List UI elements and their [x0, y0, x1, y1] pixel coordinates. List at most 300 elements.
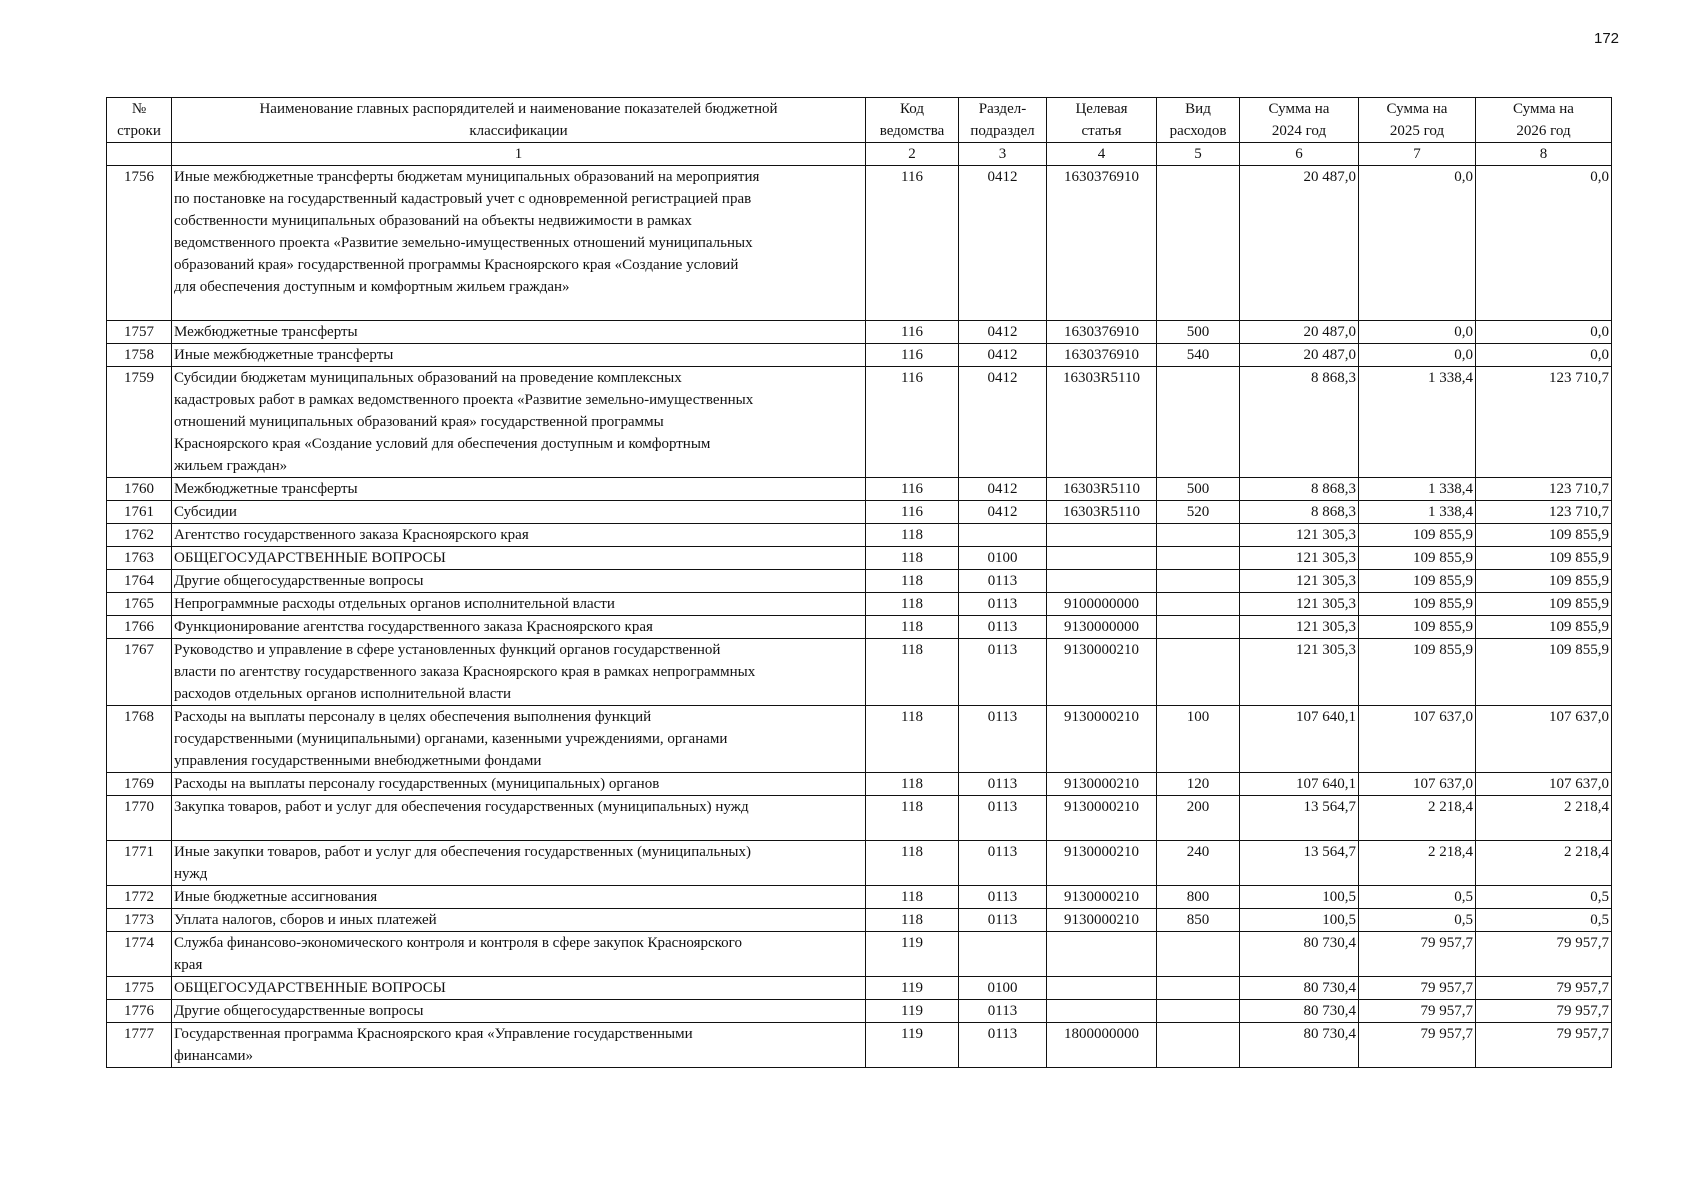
row-name-line: власти по агентству государственного заказа Красноярского края в рамках непрограммных — [174, 664, 756, 680]
target-article-cell: 16303R5110 — [1047, 367, 1157, 478]
row-name-cell — [172, 344, 866, 367]
row-name-line: финансами» — [174, 1048, 253, 1064]
column-header-5 — [1047, 98, 1157, 143]
column-header-text: № — [131, 101, 147, 117]
amount-2026-cell: 79 957,7 — [1476, 1000, 1612, 1023]
amount-2026-cell: 107 637,0 — [1476, 706, 1612, 773]
target-article-cell: 9130000000 — [1047, 616, 1157, 639]
table-body — [107, 166, 1612, 1068]
target-article-cell: 9130000210 — [1047, 639, 1157, 706]
target-article-cell: 9130000210 — [1047, 773, 1157, 796]
amount-2024-cell: 121 305,3 — [1240, 570, 1359, 593]
column-index-cell: 3 — [959, 143, 1047, 166]
target-article-cell: 9130000210 — [1047, 841, 1157, 886]
table-header — [107, 98, 1612, 166]
column-index-cell: 5 — [1157, 143, 1240, 166]
amount-2026-cell: 0,0 — [1476, 166, 1612, 321]
row-name-cell — [172, 1000, 866, 1023]
target-article-cell: 9130000210 — [1047, 886, 1157, 909]
section-code-cell: 0100 — [959, 547, 1047, 570]
table-row — [107, 570, 1612, 593]
target-article-cell: 9130000210 — [1047, 909, 1157, 932]
column-header-text: ведомства — [879, 123, 945, 139]
section-code-cell: 0113 — [959, 1000, 1047, 1023]
column-header-text: строки — [117, 123, 161, 139]
table-row — [107, 909, 1612, 932]
row-name-cell — [172, 593, 866, 616]
row-name-line: собственности муниципальных образований на объекты недвижимости в рамках — [174, 213, 692, 229]
column-header-text: 2024 год — [1271, 123, 1327, 139]
amount-2025-cell: 109 855,9 — [1359, 639, 1476, 706]
target-article-cell: 1630376910 — [1047, 166, 1157, 321]
amount-2025-cell: 0,0 — [1359, 321, 1476, 344]
target-article-cell — [1047, 932, 1157, 977]
amount-2025-cell: 107 637,0 — [1359, 773, 1476, 796]
section-code-cell: 0412 — [959, 321, 1047, 344]
row-number-cell: 1760 — [107, 478, 172, 501]
expense-type-cell: 120 — [1157, 773, 1240, 796]
expense-type-cell: 800 — [1157, 886, 1240, 909]
row-number-cell: 1775 — [107, 977, 172, 1000]
row-number-cell: 1770 — [107, 796, 172, 841]
section-code-cell: 0113 — [959, 796, 1047, 841]
column-index-cell: 1 — [172, 143, 866, 166]
column-index-row — [107, 143, 1612, 166]
amount-2024-cell: 8 868,3 — [1240, 367, 1359, 478]
target-article-cell — [1047, 977, 1157, 1000]
row-name-line: ведомственного проекта «Развитие земельно-имущественных отношений муниципальных — [174, 235, 753, 251]
table-row — [107, 841, 1612, 886]
column-header-6 — [1157, 98, 1240, 143]
target-article-cell: 9100000000 — [1047, 593, 1157, 616]
target-article-cell: 9130000210 — [1047, 706, 1157, 773]
row-name-cell — [172, 321, 866, 344]
amount-2026-cell: 0,5 — [1476, 909, 1612, 932]
row-name-cell — [172, 524, 866, 547]
section-code-cell — [959, 932, 1047, 977]
row-number-cell: 1774 — [107, 932, 172, 977]
department-code-cell: 119 — [866, 932, 959, 977]
expense-type-cell — [1157, 1000, 1240, 1023]
column-index-cell: 6 — [1240, 143, 1359, 166]
column-index-cell: 7 — [1359, 143, 1476, 166]
row-name-line: Расходы на выплаты персоналу в целях обеспечения выполнения функций — [174, 709, 652, 725]
amount-2024-cell: 107 640,1 — [1240, 706, 1359, 773]
table-row — [107, 616, 1612, 639]
amount-2024-cell: 20 487,0 — [1240, 166, 1359, 321]
column-header-9 — [1476, 98, 1612, 143]
amount-2025-cell: 107 637,0 — [1359, 706, 1476, 773]
department-code-cell: 119 — [866, 1023, 959, 1068]
column-header-text: Целевая — [1075, 101, 1128, 117]
row-name-line: Непрограммные расходы отдельных органов исполнительной власти — [174, 596, 615, 612]
table-row — [107, 478, 1612, 501]
expense-type-cell: 500 — [1157, 321, 1240, 344]
expense-type-cell — [1157, 977, 1240, 1000]
row-name-line: Расходы на выплаты персоналу государственных (муниципальных) органов — [174, 776, 660, 792]
row-name-line: Руководство и управление в сфере установленных функций органов государственной — [174, 642, 721, 658]
row-number-cell: 1772 — [107, 886, 172, 909]
row-name-cell — [172, 367, 866, 478]
amount-2026-cell: 79 957,7 — [1476, 1023, 1612, 1068]
amount-2025-cell: 79 957,7 — [1359, 1023, 1476, 1068]
row-number-cell: 1776 — [107, 1000, 172, 1023]
expense-type-cell: 240 — [1157, 841, 1240, 886]
row-name-line: по постановке на государственный кадастровый учет с одновременной регистрацией прав — [174, 191, 752, 207]
column-index-cell — [107, 143, 172, 166]
section-code-cell: 0412 — [959, 344, 1047, 367]
table-row — [107, 796, 1612, 841]
row-name-cell — [172, 616, 866, 639]
row-name-line: управления государственными внебюджетными фондами — [174, 753, 542, 769]
amount-2024-cell: 80 730,4 — [1240, 977, 1359, 1000]
amount-2024-cell: 80 730,4 — [1240, 1023, 1359, 1068]
table-row — [107, 977, 1612, 1000]
amount-2024-cell: 8 868,3 — [1240, 501, 1359, 524]
row-name-cell — [172, 796, 866, 841]
row-number-cell: 1759 — [107, 367, 172, 478]
row-name-cell — [172, 977, 866, 1000]
department-code-cell: 116 — [866, 367, 959, 478]
section-code-cell: 0100 — [959, 977, 1047, 1000]
expense-type-cell: 520 — [1157, 501, 1240, 524]
section-code-cell: 0412 — [959, 367, 1047, 478]
row-name-cell — [172, 166, 866, 321]
amount-2025-cell: 0,5 — [1359, 886, 1476, 909]
amount-2026-cell: 109 855,9 — [1476, 593, 1612, 616]
section-code-cell: 0113 — [959, 886, 1047, 909]
expense-type-cell — [1157, 616, 1240, 639]
expense-type-cell — [1157, 639, 1240, 706]
row-name-line: Межбюджетные трансферты — [174, 324, 358, 340]
amount-2024-cell: 13 564,7 — [1240, 796, 1359, 841]
department-code-cell: 118 — [866, 706, 959, 773]
table-row — [107, 639, 1612, 706]
row-name-line: Иные межбюджетные трансферты — [174, 347, 394, 363]
section-code-cell: 0113 — [959, 616, 1047, 639]
table-row — [107, 593, 1612, 616]
amount-2024-cell: 20 487,0 — [1240, 344, 1359, 367]
row-name-line: государственными (муниципальными) органами, казенными учреждениями, органами — [174, 731, 728, 747]
row-number-cell: 1767 — [107, 639, 172, 706]
target-article-cell — [1047, 1000, 1157, 1023]
column-index-cell: 4 — [1047, 143, 1157, 166]
header-row — [107, 98, 1612, 143]
column-index-cell: 2 — [866, 143, 959, 166]
table-row — [107, 1023, 1612, 1068]
section-code-cell: 0113 — [959, 570, 1047, 593]
expense-type-cell — [1157, 570, 1240, 593]
row-name-line: для обеспечения доступным и комфортным жильем граждан» — [174, 279, 570, 295]
row-number-cell: 1766 — [107, 616, 172, 639]
expense-type-cell — [1157, 524, 1240, 547]
expense-type-cell — [1157, 367, 1240, 478]
row-name-line: Функционирование агентства государственного заказа Красноярского края — [174, 619, 653, 635]
amount-2024-cell: 100,5 — [1240, 909, 1359, 932]
section-code-cell: 0113 — [959, 909, 1047, 932]
column-header-text: Вид — [1185, 101, 1211, 117]
row-name-line: расходов отдельных органов исполнительной власти — [174, 686, 512, 702]
amount-2026-cell: 0,5 — [1476, 886, 1612, 909]
amount-2026-cell: 2 218,4 — [1476, 841, 1612, 886]
amount-2024-cell: 100,5 — [1240, 886, 1359, 909]
amount-2026-cell: 107 637,0 — [1476, 773, 1612, 796]
expense-type-cell: 850 — [1157, 909, 1240, 932]
row-number-cell: 1758 — [107, 344, 172, 367]
row-name-line: Служба финансово-экономического контроля и контроля в сфере закупок Красноярского — [174, 935, 742, 951]
row-name-cell — [172, 547, 866, 570]
amount-2025-cell: 2 218,4 — [1359, 841, 1476, 886]
row-name-cell — [172, 886, 866, 909]
amount-2025-cell: 79 957,7 — [1359, 932, 1476, 977]
row-name-cell — [172, 1023, 866, 1068]
column-header-1 — [107, 98, 172, 143]
amount-2025-cell: 0,0 — [1359, 166, 1476, 321]
row-name-line: нужд — [174, 866, 208, 882]
department-code-cell: 116 — [866, 501, 959, 524]
row-number-cell: 1773 — [107, 909, 172, 932]
row-name-cell — [172, 909, 866, 932]
section-code-cell: 0113 — [959, 773, 1047, 796]
section-code-cell — [959, 524, 1047, 547]
amount-2026-cell: 0,0 — [1476, 344, 1612, 367]
amount-2025-cell: 109 855,9 — [1359, 547, 1476, 570]
row-name-line: жильем граждан» — [174, 458, 288, 474]
row-name-line: Иные закупки товаров, работ и услуг для обеспечения государственных (муниципальных) — [174, 844, 751, 860]
expense-type-cell — [1157, 547, 1240, 570]
department-code-cell: 118 — [866, 616, 959, 639]
row-name-line — [174, 298, 863, 320]
row-name-cell — [172, 478, 866, 501]
amount-2024-cell: 121 305,3 — [1240, 639, 1359, 706]
table-row — [107, 367, 1612, 478]
row-name-cell — [172, 932, 866, 977]
table-row — [107, 547, 1612, 570]
row-number-cell: 1765 — [107, 593, 172, 616]
department-code-cell: 118 — [866, 773, 959, 796]
expense-type-cell: 100 — [1157, 706, 1240, 773]
amount-2026-cell: 109 855,9 — [1476, 639, 1612, 706]
department-code-cell: 118 — [866, 547, 959, 570]
row-name-line — [174, 818, 863, 840]
expense-type-cell — [1157, 932, 1240, 977]
row-name-line: ОБЩЕГОСУДАРСТВЕННЫЕ ВОПРОСЫ — [174, 980, 446, 996]
column-header-text: статья — [1081, 123, 1122, 139]
amount-2026-cell: 79 957,7 — [1476, 932, 1612, 977]
amount-2025-cell: 0,0 — [1359, 344, 1476, 367]
expense-type-cell — [1157, 166, 1240, 321]
row-name-cell — [172, 570, 866, 593]
department-code-cell: 118 — [866, 886, 959, 909]
row-number-cell: 1769 — [107, 773, 172, 796]
amount-2024-cell: 121 305,3 — [1240, 593, 1359, 616]
department-code-cell: 119 — [866, 1000, 959, 1023]
department-code-cell: 119 — [866, 977, 959, 1000]
row-number-cell: 1771 — [107, 841, 172, 886]
column-header-text: 2025 год — [1389, 123, 1445, 139]
column-header-8 — [1359, 98, 1476, 143]
expense-type-cell: 500 — [1157, 478, 1240, 501]
row-name-line: Другие общегосударственные вопросы — [174, 1003, 424, 1019]
target-article-cell: 16303R5110 — [1047, 478, 1157, 501]
row-number-cell: 1762 — [107, 524, 172, 547]
table-row — [107, 886, 1612, 909]
table-row — [107, 524, 1612, 547]
row-name-line: Иные межбюджетные трансферты бюджетам муниципальных образований на мероприятия — [174, 169, 760, 185]
row-name-line: Агентство государственного заказа Красноярского края — [174, 527, 529, 543]
table-row — [107, 706, 1612, 773]
amount-2025-cell: 109 855,9 — [1359, 570, 1476, 593]
row-name-line: отношений муниципальных образований края» государственной программы — [174, 414, 664, 430]
amount-2026-cell: 109 855,9 — [1476, 570, 1612, 593]
department-code-cell: 116 — [866, 344, 959, 367]
amount-2026-cell: 109 855,9 — [1476, 524, 1612, 547]
row-name-line: Субсидии бюджетам муниципальных образований на проведение комплексных — [174, 370, 682, 386]
amount-2026-cell: 123 710,7 — [1476, 478, 1612, 501]
section-code-cell: 0412 — [959, 166, 1047, 321]
amount-2026-cell: 123 710,7 — [1476, 367, 1612, 478]
budget-table — [106, 97, 1612, 1068]
row-name-line: Закупка товаров, работ и услуг для обеспечения государственных (муниципальных) нужд — [174, 799, 749, 815]
row-number-cell: 1768 — [107, 706, 172, 773]
column-header-text: Сумма на — [1268, 101, 1330, 117]
table-row — [107, 501, 1612, 524]
row-number-cell: 1761 — [107, 501, 172, 524]
amount-2024-cell: 20 487,0 — [1240, 321, 1359, 344]
target-article-cell: 9130000210 — [1047, 796, 1157, 841]
row-name-cell — [172, 841, 866, 886]
table-row — [107, 344, 1612, 367]
section-code-cell: 0113 — [959, 1023, 1047, 1068]
amount-2025-cell: 79 957,7 — [1359, 977, 1476, 1000]
department-code-cell: 116 — [866, 166, 959, 321]
column-header-text: расходов — [1169, 123, 1227, 139]
amount-2026-cell: 79 957,7 — [1476, 977, 1612, 1000]
amount-2025-cell: 109 855,9 — [1359, 616, 1476, 639]
amount-2026-cell: 123 710,7 — [1476, 501, 1612, 524]
section-code-cell: 0412 — [959, 478, 1047, 501]
amount-2024-cell: 121 305,3 — [1240, 547, 1359, 570]
section-code-cell: 0113 — [959, 841, 1047, 886]
section-code-cell: 0113 — [959, 639, 1047, 706]
amount-2026-cell: 109 855,9 — [1476, 616, 1612, 639]
amount-2025-cell: 1 338,4 — [1359, 501, 1476, 524]
department-code-cell: 118 — [866, 593, 959, 616]
row-name-line: Уплата налогов, сборов и иных платежей — [174, 912, 437, 928]
target-article-cell — [1047, 547, 1157, 570]
row-name-line: образований края» государственной программы Красноярского края «Создание условий — [174, 257, 739, 273]
column-header-4 — [959, 98, 1047, 143]
column-header-text: Сумма на — [1513, 101, 1574, 117]
table-row — [107, 773, 1612, 796]
row-name-cell — [172, 706, 866, 773]
expense-type-cell — [1157, 1023, 1240, 1068]
amount-2025-cell: 1 338,4 — [1359, 478, 1476, 501]
expense-type-cell: 540 — [1157, 344, 1240, 367]
department-code-cell: 116 — [866, 321, 959, 344]
row-name-line: Государственная программа Красноярского края «Управление государственными — [174, 1026, 693, 1042]
amount-2024-cell: 80 730,4 — [1240, 932, 1359, 977]
target-article-cell: 1800000000 — [1047, 1023, 1157, 1068]
column-header-text: 2026 год — [1516, 123, 1571, 139]
table-row — [107, 321, 1612, 344]
amount-2025-cell: 2 218,4 — [1359, 796, 1476, 841]
amount-2025-cell: 1 338,4 — [1359, 367, 1476, 478]
table-row — [107, 1000, 1612, 1023]
row-number-cell: 1763 — [107, 547, 172, 570]
target-article-cell: 1630376910 — [1047, 321, 1157, 344]
department-code-cell: 118 — [866, 639, 959, 706]
target-article-cell — [1047, 524, 1157, 547]
amount-2024-cell: 8 868,3 — [1240, 478, 1359, 501]
row-number-cell: 1756 — [107, 166, 172, 321]
table-row — [107, 932, 1612, 977]
row-name-line: Иные бюджетные ассигнования — [174, 889, 378, 905]
amount-2024-cell: 80 730,4 — [1240, 1000, 1359, 1023]
column-header-text: Код — [900, 101, 924, 117]
column-header-text: Наименование главных распорядителей и наименование показателей бюджетной — [259, 101, 778, 117]
column-header-text: Раздел- — [978, 101, 1027, 117]
department-code-cell: 118 — [866, 570, 959, 593]
row-name-line: края — [174, 957, 203, 973]
section-code-cell: 0113 — [959, 706, 1047, 773]
amount-2024-cell: 121 305,3 — [1240, 616, 1359, 639]
target-article-cell: 1630376910 — [1047, 344, 1157, 367]
expense-type-cell — [1157, 593, 1240, 616]
amount-2025-cell: 109 855,9 — [1359, 524, 1476, 547]
row-number-cell: 1757 — [107, 321, 172, 344]
row-name-cell — [172, 773, 866, 796]
column-header-3 — [866, 98, 959, 143]
row-number-cell: 1777 — [107, 1023, 172, 1068]
column-index-cell: 8 — [1476, 143, 1612, 166]
column-header-7 — [1240, 98, 1359, 143]
department-code-cell: 118 — [866, 909, 959, 932]
row-name-line: ОБЩЕГОСУДАРСТВЕННЫЕ ВОПРОСЫ — [174, 550, 446, 566]
row-number-cell: 1764 — [107, 570, 172, 593]
row-name-cell — [172, 501, 866, 524]
row-name-cell — [172, 639, 866, 706]
page-number: 172 — [1594, 30, 1620, 47]
row-name-line: Другие общегосударственные вопросы — [174, 573, 424, 589]
amount-2026-cell: 2 218,4 — [1476, 796, 1612, 841]
amount-2026-cell: 0,0 — [1476, 321, 1612, 344]
amount-2025-cell: 109 855,9 — [1359, 593, 1476, 616]
amount-2025-cell: 0,5 — [1359, 909, 1476, 932]
column-header-2 — [172, 98, 866, 143]
department-code-cell: 118 — [866, 841, 959, 886]
table-row — [107, 166, 1612, 321]
row-name-line: Красноярского края «Создание условий для обеспечения доступным и комфортным — [174, 436, 711, 452]
column-header-text: Сумма на — [1386, 101, 1448, 117]
department-code-cell: 116 — [866, 478, 959, 501]
expense-type-cell: 200 — [1157, 796, 1240, 841]
amount-2024-cell: 13 564,7 — [1240, 841, 1359, 886]
amount-2025-cell: 79 957,7 — [1359, 1000, 1476, 1023]
target-article-cell: 16303R5110 — [1047, 501, 1157, 524]
row-name-line: Межбюджетные трансферты — [174, 481, 358, 497]
department-code-cell: 118 — [866, 524, 959, 547]
target-article-cell — [1047, 570, 1157, 593]
column-header-text: подраздел — [970, 123, 1035, 139]
row-name-line: кадастровых работ в рамках ведомственного проекта «Развитие земельно-имущественных — [174, 392, 754, 408]
amount-2026-cell: 109 855,9 — [1476, 547, 1612, 570]
amount-2024-cell: 121 305,3 — [1240, 524, 1359, 547]
section-code-cell: 0113 — [959, 593, 1047, 616]
section-code-cell: 0412 — [959, 501, 1047, 524]
department-code-cell: 118 — [866, 796, 959, 841]
column-header-text: классификации — [469, 123, 568, 139]
